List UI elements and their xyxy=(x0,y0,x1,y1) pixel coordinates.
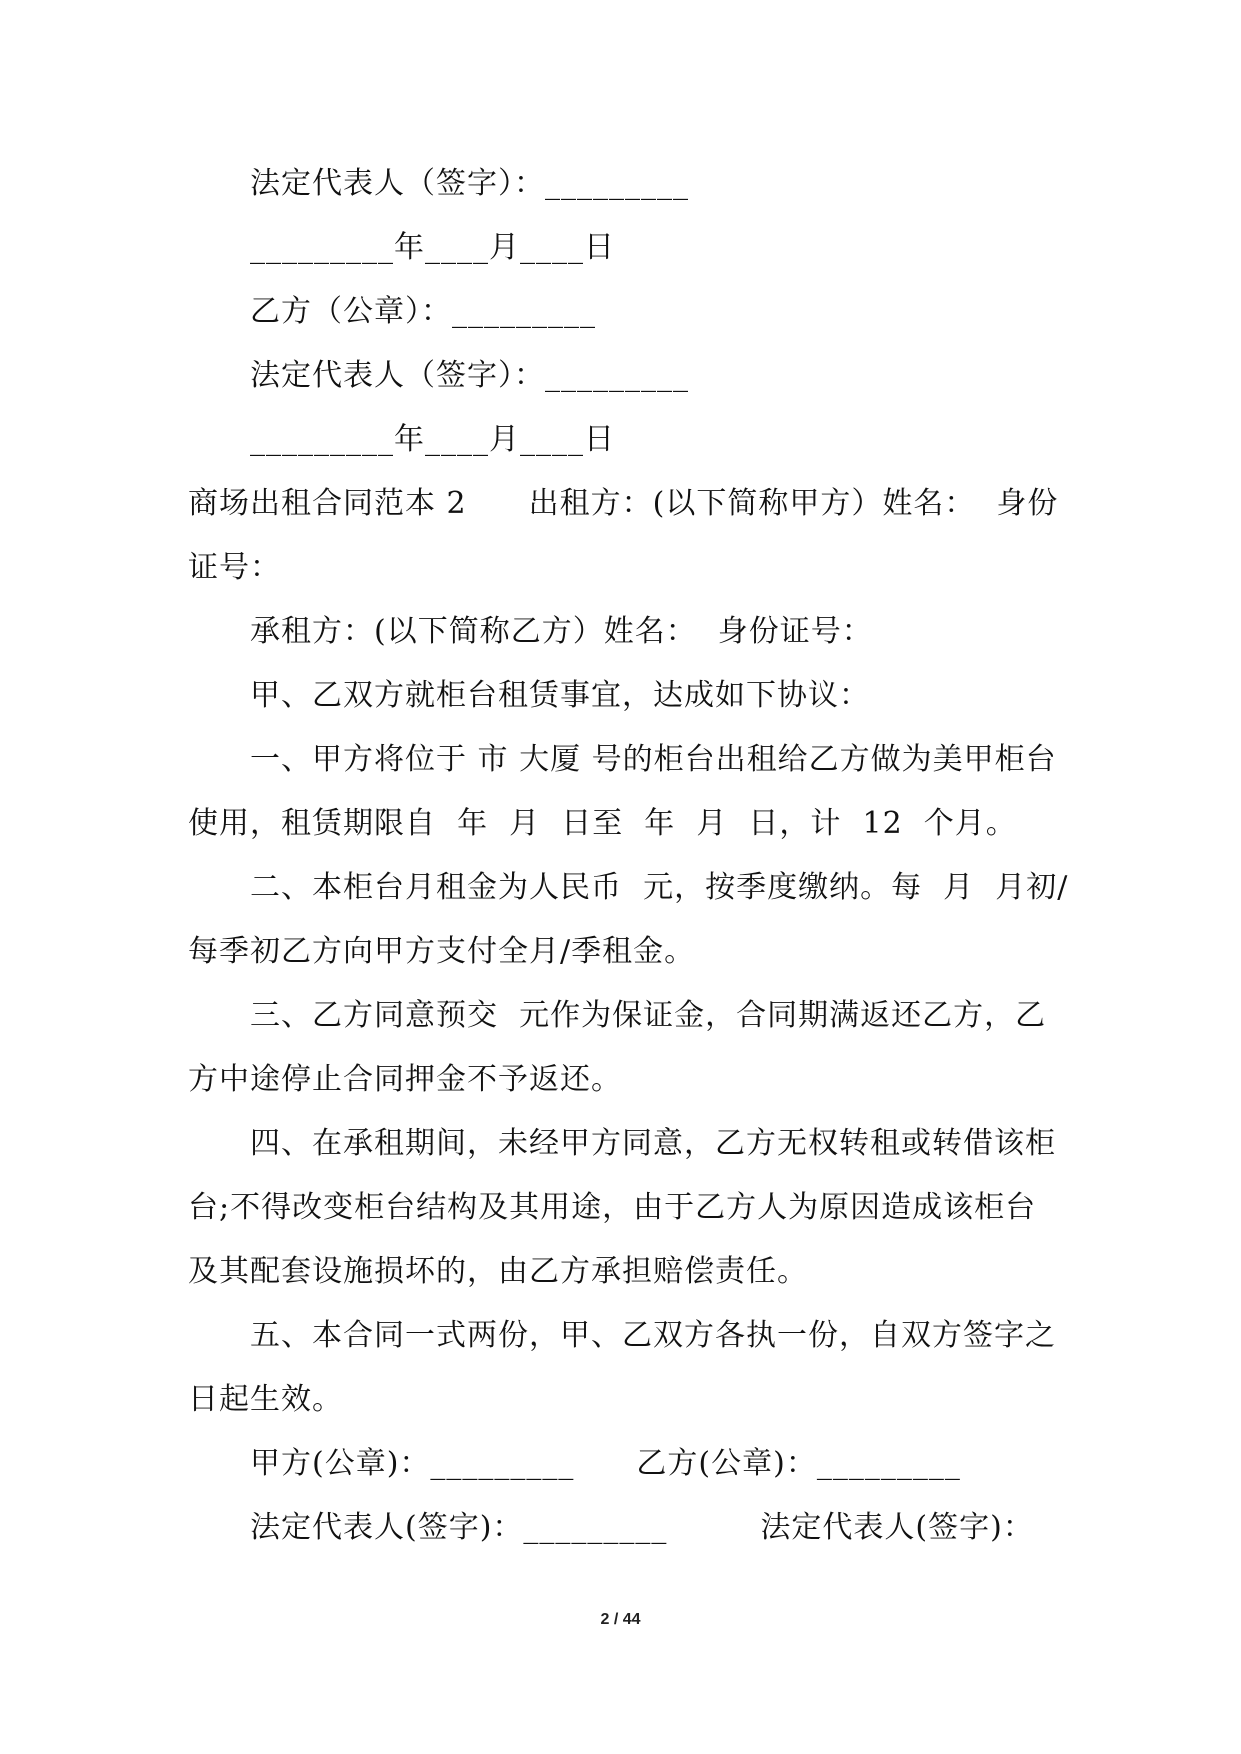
text-line: 法定代表人(签字)：_________ 法定代表人(签字)： xyxy=(250,1510,1034,1545)
text-line: 法定代表人（签字）：_________ xyxy=(250,358,689,393)
text-line: 乙方（公章）：_________ xyxy=(250,294,596,329)
text-line: 及其配套设施损坏的，由乙方承担赔偿责任。 xyxy=(188,1254,808,1289)
page-number: 2 / 44 xyxy=(600,1611,641,1628)
text-line: _________年____月____日 xyxy=(250,230,615,265)
text-line: 四、在承租期间，未经甲方同意，乙方无权转租或转借该柜 xyxy=(250,1126,1056,1161)
text-line: 五、本合同一式两份，甲、乙双方各执一份，自双方签字之 xyxy=(250,1318,1056,1353)
text-line: _________年____月____日 xyxy=(250,422,615,457)
text-line: 三、乙方同意预交 元作为保证金，合同期满返还乙方，乙 xyxy=(250,998,1047,1033)
text-line: 承租方：(以下简称乙方）姓名： 身份证号： xyxy=(250,614,873,649)
text-line: 使用，租赁期限自 年 月 日至 年 月 日，计 12 个月。 xyxy=(188,806,1017,841)
text-line: 日起生效。 xyxy=(188,1382,343,1417)
text-line: 一、甲方将位于 市 大厦 号的柜台出租给乙方做为美甲柜台 xyxy=(250,742,1057,777)
text-line: 台;不得改变柜台结构及其用途，由于乙方人为原因造成该柜台 xyxy=(188,1190,1037,1225)
text-line: 二、本柜台月租金为人民币 元，按季度缴纳。每 月 月初/ xyxy=(250,870,1069,905)
text-line: 每季初乙方向甲方支付全月/季租金。 xyxy=(188,934,696,969)
text-line: 方中途停止合同押金不予返还。 xyxy=(188,1062,622,1097)
text-line: 证号： xyxy=(188,550,281,585)
text-line: 甲、乙双方就柜台租赁事宜，达成如下协议： xyxy=(250,678,870,713)
text-line: 商场出租合同范本 2 出租方：(以下简称甲方）姓名： 身份 xyxy=(188,486,1059,521)
text-line: 甲方(公章)：_________ 乙方(公章)：_________ xyxy=(250,1446,961,1481)
text-line: 法定代表人（签字）：_________ xyxy=(250,166,689,201)
